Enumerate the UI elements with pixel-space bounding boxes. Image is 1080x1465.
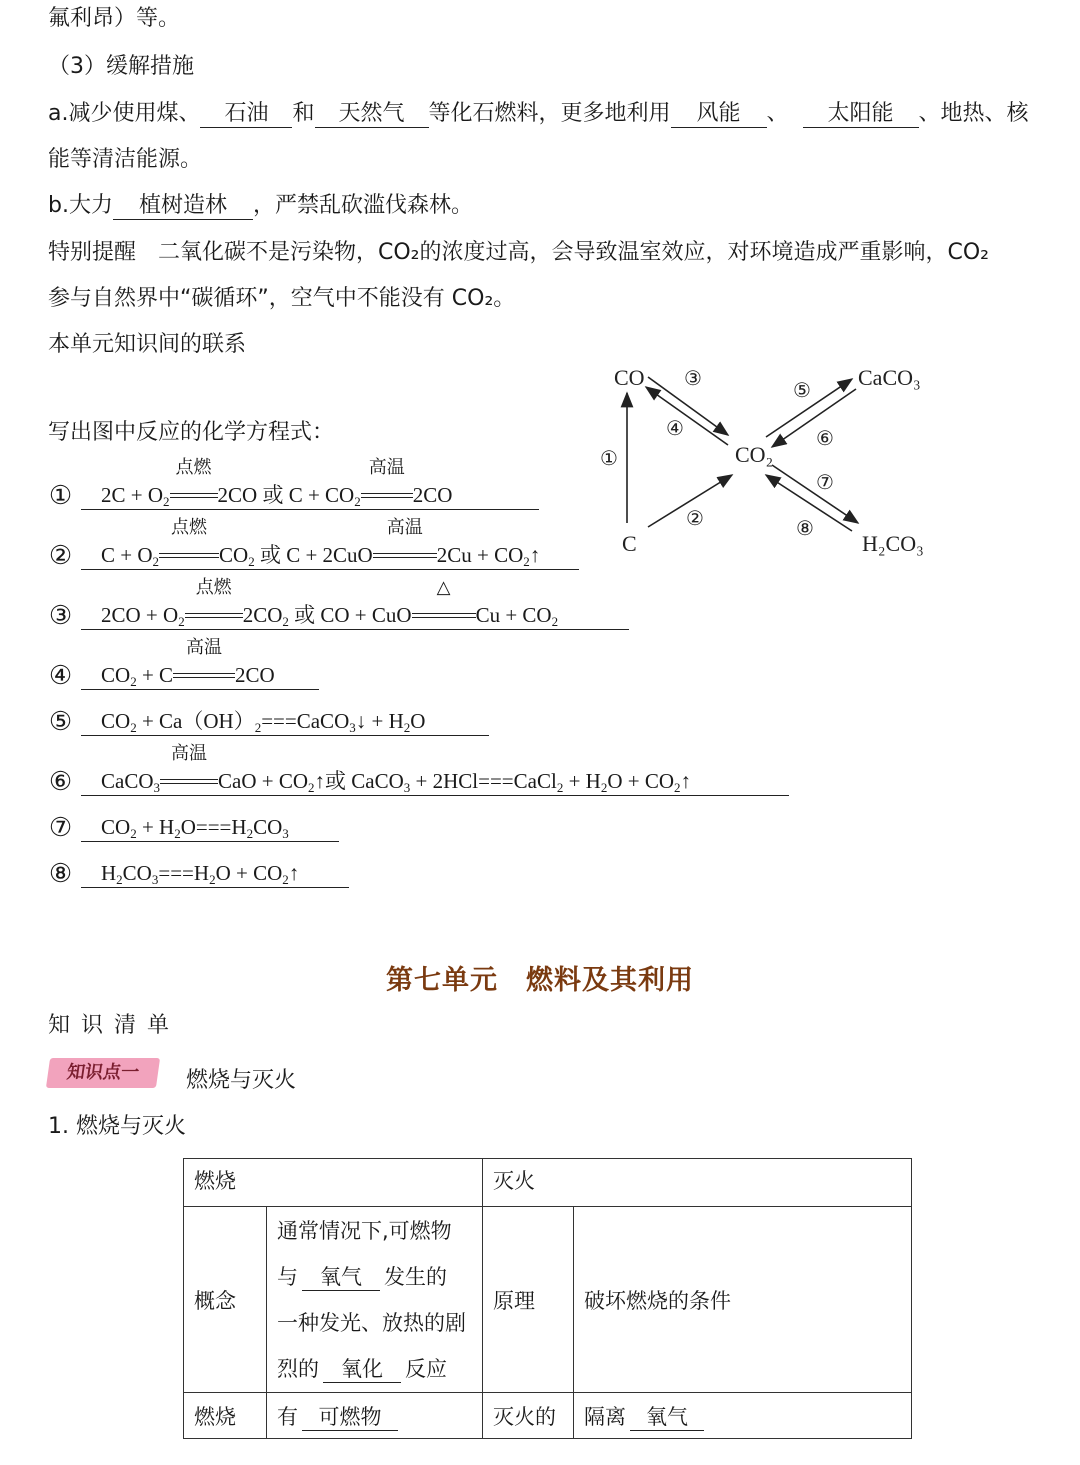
eq-number: ⑦	[48, 812, 73, 842]
answer-blank: 氧气	[630, 1404, 704, 1431]
row-label-fire: 灭火的	[483, 1393, 574, 1439]
eq-number: ①	[48, 480, 73, 510]
arrow-7	[772, 465, 858, 523]
equation-body: $CO_2 + H_2O===H_2CO_3$	[81, 813, 339, 842]
measure-a-cont: 能等清洁能源。	[48, 147, 203, 172]
text-line: 氟利昂）等。	[48, 6, 181, 31]
answer-blank: 可燃物	[302, 1404, 398, 1431]
eq-number: ⑤	[48, 706, 73, 736]
equation-2	[48, 516, 579, 570]
text: 、	[766, 101, 789, 126]
concept-text: 通常情况下,可燃物 与 氧气 发生的 一种发光、放热的剧 烈的 氧化 反应	[267, 1207, 483, 1393]
node-co: CO	[614, 365, 645, 390]
answer-blank: 植树造林	[113, 193, 253, 220]
row-label-principle: 原理	[483, 1207, 574, 1393]
eq-number: ⑥	[48, 766, 73, 796]
answer-blank: 风能	[671, 101, 767, 128]
eq-number: ③	[48, 600, 73, 630]
unit-heading: 第七单元 燃料及其利用	[386, 965, 694, 996]
eq-number: ⑧	[48, 858, 73, 888]
equation-body: $2C + O_2$ 点燃 2CO 或 $C + CO_2$ 高温 2CO	[81, 481, 539, 510]
label-6: ⑥	[816, 426, 834, 450]
answer-blank: 氧化	[323, 1356, 401, 1383]
text: 和	[292, 101, 315, 126]
burn-condition: 有 可燃物	[267, 1393, 483, 1439]
node-c: C	[622, 531, 637, 556]
node-h2co3: H₂CO₃	[862, 531, 924, 556]
equation-3	[48, 576, 629, 630]
text: ，严禁乱砍滥伐森林。	[252, 193, 473, 218]
reaction-diagram	[590, 355, 930, 565]
fire-method: 隔离 氧气	[574, 1393, 912, 1439]
node-co2: CO₂	[735, 442, 774, 467]
label-1: ①	[600, 446, 618, 470]
row-label-concept: 概念	[184, 1207, 267, 1393]
text: 、地热、核	[918, 101, 1029, 126]
header-burn: 燃烧	[184, 1159, 483, 1207]
knowledge-point-title: 燃烧与灭火	[186, 1068, 297, 1093]
measure-a	[48, 99, 1029, 129]
eq-number: ②	[48, 540, 73, 570]
subsection-3: （3）缓解措施	[48, 54, 194, 79]
node-caco3: CaCO₃	[858, 365, 921, 390]
equation-8	[48, 858, 349, 888]
label-3: ③	[684, 366, 702, 390]
label-5: ⑤	[793, 378, 811, 402]
text: a.减少使用煤、	[48, 101, 201, 126]
label-8: ⑧	[796, 516, 814, 540]
header-fire: 灭火	[483, 1159, 912, 1207]
principle-text: 破坏燃烧的条件	[574, 1207, 912, 1393]
equation-5	[48, 706, 489, 736]
equation-7	[48, 812, 339, 842]
arrow-6	[772, 389, 856, 447]
text: b.大力	[48, 193, 113, 218]
relation-title: 本单元知识间的联系	[48, 332, 247, 357]
tip-line: 参与自然界中“碳循环”，空气中不能没有 CO₂。	[48, 286, 516, 311]
eq-number: ④	[48, 660, 73, 690]
answer-blank: 氧气	[302, 1264, 380, 1291]
equation-1	[48, 456, 539, 510]
knowledge-point-badge: 知识点一	[46, 1058, 160, 1088]
equation-body: $CO_2$ + $Ca(OH)_2===CaCO_3↓ + H_2O$	[81, 707, 489, 736]
answer-blank: 天然气	[315, 101, 429, 128]
write-title: 写出图中反应的化学方程式：	[48, 420, 335, 445]
equation-4	[48, 636, 319, 690]
answer-blank: 石油	[200, 101, 292, 128]
row-label-burn: 燃烧	[184, 1393, 267, 1439]
tip-line: 特别提醒 二氧化碳不是污染物，CO₂的浓度过高，会导致温室效应，对环境造成严重影响，CO₂	[48, 240, 989, 265]
knowledge-list-title: 知 识 清 单	[48, 1013, 171, 1038]
arrow-4	[646, 387, 728, 445]
text: 等化石燃料，更多地利用	[428, 101, 671, 126]
section-title: 1. 燃烧与灭火	[48, 1114, 186, 1139]
equation-body: $CO_2 + C$ 高温 2CO	[81, 661, 319, 690]
label-2: ②	[686, 506, 704, 530]
answer-blank: 太阳能	[803, 101, 919, 128]
label-7: ⑦	[816, 470, 834, 494]
burn-fire-table	[183, 1158, 912, 1439]
measure-b	[48, 191, 473, 221]
equation-body: $2CO + O_2$ 点燃 $2CO_2$ 或 CO + CuO △ $Cu + CO_2$	[81, 601, 629, 630]
equation-6	[48, 742, 789, 796]
equation-body: CaCO$_3$ 高温 CaO + $CO_2↑$或 CaCO$_3$ + 2HCl===CaCl$_2$ + $H_2O$ + $CO_2↑$	[81, 767, 789, 796]
label-4: ④	[666, 416, 684, 440]
equation-body: $H_2CO_3===H_2O$ + $CO_2↑$	[81, 859, 349, 888]
equation-body: $C + O_2$ 点燃 $CO_2$ 或 C + 2CuO 高温 $2Cu + CO_2↑$	[81, 541, 579, 570]
